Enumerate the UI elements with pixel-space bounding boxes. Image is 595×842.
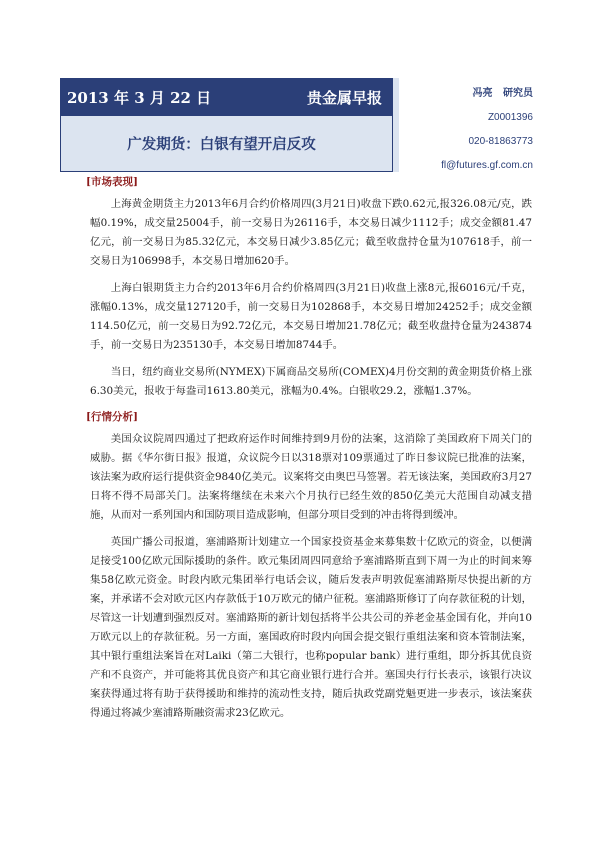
report-date: 2013 年 3 月 22 日	[67, 89, 212, 107]
analyst-name: 冯亮	[472, 88, 493, 99]
analyst-phone: 020-81863773	[468, 136, 533, 147]
paragraph-silver: 上海白银期货主力合约2013年6月合约价格周四(3月21日)收盘上涨8元,报6016元/千克，涨幅0.13%，成交量127120手，前一交易日为102868手，本交易日增加24252手；成交金额114.50亿元，前一交易日为92.72亿元，本交易日增加21.78亿元；截至收盘持仓量为243874手，前一交易日为235130手，本交易日增加8744手。	[90, 282, 532, 351]
analyst-id: Z0001396	[487, 112, 533, 123]
report-name: 贵金属早报	[306, 89, 382, 107]
analyst-name-row	[441, 82, 533, 106]
paragraph-cyprus: 英国广播公司报道，塞浦路斯计划建立一个国家投资基金来募集数十亿欧元的资金，以便满足接受100亿欧元国际援助的条件。欧元集团周四同意给予塞浦路斯直到下周一为止的时间来筹集58亿欧元资金。时段内欧元集团举行电话会议，随后发表声明敦促塞浦路斯尽快提出新的方案，并承诺不会对欧元区内存款低于10万欧元的储户征税。塞浦路斯修订了向存款征税的计划，尽管这一计划遭到强烈反对。塞浦路斯的新计划包括将半公共公司的养老金基金国有化，并向10万欧元以上的存款征税。另一方面，塞国政府时段内向国会提交银行重组法案和资本管制法案，其中银行重组法案旨在对Laiki（第二大银行，也称popular bank）进行重组，即分拆其优良资产和不良资产，并可能将其优良资产和其它商业银行进行合并。塞国央行行长表示，该银行决议案获得通过将有助于获得援助和维持的流动性支持，随后执政党副党魁更进一步表示，该法案获得通过将减少塞浦路斯融资需求23亿欧元。	[90, 536, 532, 719]
analyst-divider	[393, 78, 399, 172]
section-title-analysis: [行情分析]	[86, 411, 138, 423]
paragraph-gold: 上海黄金期货主力2013年6月合约价格周四(3月21日)收盘下跌0.62元,报326.08元/克，跌幅0.19%，成交量25004手，前一交易日为26116手，本交易日减少1112手；成交金额81.47亿元，前一交易日为85.32亿元，本交易日减少3.85亿元；截至收盘持仓量为107618手，前一交易日为106998手，本交易日增加620手。	[90, 198, 532, 267]
report-headline: 广发期货：白银有望开启反攻	[127, 136, 316, 153]
paragraph-us-budget: 美国众议院周四通过了把政府运作时间维持到9月份的法案，这消除了美国政府下周关门的威胁。据《华尔街日报》报道，众议院今日以318票对109票通过了昨日参议院已批准的法案，该法案为政府运行提供资金9840亿美元。议案将交由奥巴马签署。若无该法案，美国政府3月27日将不得不局部关门。法案将继续在未来六个月执行已经生效的850亿美元大范围自动减支措施，从而对一系列国内和国防项目造成影响，但部分项目受到的冲击将得到缓冲。	[90, 433, 532, 521]
analyst-email[interactable]: fl@futures.gf.com.cn	[441, 160, 533, 171]
analyst-info	[441, 82, 533, 178]
report-header	[60, 78, 393, 172]
analyst-title: 研究员	[503, 88, 533, 99]
report-body	[86, 174, 532, 731]
header-band	[61, 79, 392, 116]
section-title-market: [市场表现]	[86, 176, 138, 188]
paragraph-comex: 当日，纽约商业交易所(NYMEX)下属商品交易所(COMEX)4月份交割的黄金期货价格上涨6.30美元，报收于每盎司1613.80美元，涨幅为0.4%。白银收29.2，涨幅1.37%。	[90, 366, 532, 397]
headline-box	[61, 116, 392, 171]
